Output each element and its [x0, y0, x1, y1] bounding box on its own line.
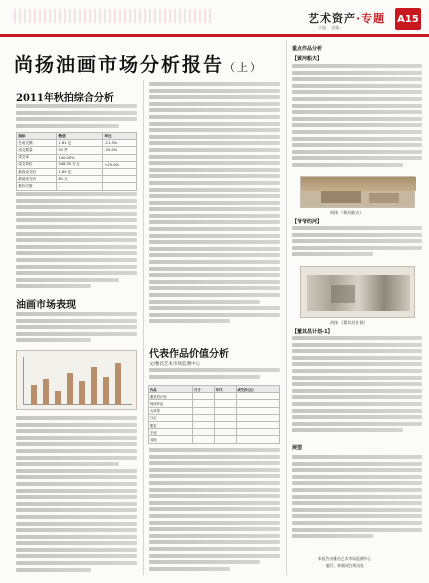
table-cell: 100.00% — [57, 154, 103, 161]
table-cell — [214, 407, 236, 414]
table-row — [149, 421, 280, 428]
table-row — [149, 436, 280, 443]
section-title — [308, 10, 385, 26]
table-header-cell: 指标 — [17, 133, 57, 140]
table-row — [17, 176, 137, 183]
table-row — [17, 140, 137, 147]
table-cell — [193, 400, 215, 407]
section-heading-oil-market: 油画市场表现 — [16, 300, 76, 311]
table-cell — [193, 414, 215, 421]
right-heading-outlook: 展望 — [292, 445, 303, 451]
footer-note: 本报告由雅昌艺术市场监测中心 — [318, 556, 372, 561]
table-cell: 手迹 — [149, 429, 193, 436]
table-cell — [103, 154, 137, 161]
page-header — [0, 0, 429, 40]
table-cell — [236, 429, 280, 436]
artwork-price-table — [148, 385, 280, 444]
article-title-text: 尚扬油画市场分析报告 — [14, 54, 225, 76]
right-subheading: 【爷爷的河】 — [292, 219, 323, 225]
table-cell: 董其昌计划 — [149, 393, 193, 400]
paragraph — [16, 312, 137, 346]
table-cell: 81 万 — [57, 176, 103, 183]
table-cell — [103, 168, 137, 175]
page-number-badge: A15 — [395, 8, 421, 30]
auction-summary-table — [16, 132, 137, 191]
column-divider — [143, 80, 144, 575]
table-cell: -20.0% — [103, 147, 137, 154]
table-cell — [236, 414, 280, 421]
table-cell — [236, 400, 280, 407]
section-heading-autumn-auction: 2011年秋拍综合分析 — [16, 93, 114, 104]
table-cell: 总成交额 — [17, 140, 57, 147]
table-row — [17, 161, 137, 168]
table-cell — [103, 176, 137, 183]
table-cell — [214, 429, 236, 436]
column-divider — [286, 40, 287, 575]
table-cell — [236, 421, 280, 428]
table-cell — [214, 414, 236, 421]
table-cell: 推价次数 — [17, 183, 57, 190]
table-cell: - — [57, 183, 103, 190]
editor-credit: 主编： 责编： — [318, 25, 344, 30]
right-subheading: 【董其昌计划-1】 — [292, 329, 333, 335]
table-cell: 52 件 — [57, 147, 103, 154]
table-cell: 其他 — [149, 436, 193, 443]
table-cell — [236, 436, 280, 443]
article-author: 文/雅昌艺术市场监测中心 — [149, 362, 201, 367]
table-cell: 1.65 亿 — [57, 168, 103, 175]
table-row — [17, 183, 137, 190]
paragraph — [292, 226, 422, 262]
painting-caption: 尚扬 《董其昌计划》 — [330, 320, 368, 325]
footer-note: 编写，转载请注明出处 — [326, 563, 364, 568]
table-cell: -11.3% — [103, 140, 137, 147]
article-title-suffix: （上） — [224, 61, 264, 74]
table-cell: 最高成交价 — [17, 168, 57, 175]
table-cell: 最低成交价 — [17, 176, 57, 183]
right-heading-key-works: 重点作品分析 — [292, 46, 323, 52]
table-row — [17, 168, 137, 175]
table-header-cell: 环比 — [103, 133, 137, 140]
table-cell — [214, 436, 236, 443]
painting-image-yellow-river-boatman — [300, 176, 415, 208]
table-cell — [193, 429, 215, 436]
table-row — [149, 393, 280, 400]
table-header-row — [149, 386, 280, 393]
paragraph — [292, 336, 422, 440]
right-subheading: 【黄河船夫】 — [292, 56, 323, 62]
table-header-cell: 数值 — [57, 133, 103, 140]
table-cell: 成交率 — [17, 154, 57, 161]
table-cell — [236, 407, 280, 414]
table-cell: 1.81 亿 — [57, 140, 103, 147]
table-header-cell: 成交价(元) — [236, 386, 280, 393]
table-cell: 成交数量 — [17, 147, 57, 154]
section-title-text: 艺术资产 — [308, 12, 356, 25]
table-cell: 348.35 万元 — [57, 161, 103, 168]
table-header-row — [17, 133, 137, 140]
article-title — [14, 50, 263, 77]
table-cell — [193, 421, 215, 428]
table-row — [149, 429, 280, 436]
table-cell: 日记 — [149, 414, 193, 421]
table-cell — [214, 421, 236, 428]
table-cell — [214, 393, 236, 400]
paragraph — [149, 82, 280, 328]
header-decoration — [14, 9, 214, 23]
header-rule — [0, 34, 429, 37]
table-header-cell: 年代 — [214, 386, 236, 393]
paragraph — [16, 192, 137, 292]
painting-image-dong-qichang-project — [300, 266, 415, 318]
table-cell: 大风景 — [149, 407, 193, 414]
paragraph — [149, 448, 280, 576]
table-row — [149, 400, 280, 407]
paragraph — [16, 416, 137, 576]
table-cell — [103, 183, 137, 190]
table-cell — [236, 393, 280, 400]
painting-caption: 尚扬 《黄河船夫》 — [330, 210, 364, 215]
section-title-suffix: ·专题 — [356, 12, 386, 25]
table-header-cell: 作品 — [149, 386, 193, 393]
paragraph — [16, 104, 137, 130]
table-cell — [193, 436, 215, 443]
paragraph — [292, 455, 422, 547]
table-row — [149, 414, 280, 421]
table-row — [149, 407, 280, 414]
table-row — [17, 147, 137, 154]
table-cell: 尚扬作品 — [149, 400, 193, 407]
table-cell — [214, 400, 236, 407]
table-cell — [193, 407, 215, 414]
table-row — [17, 154, 137, 161]
table-header-cell: 尺寸 — [193, 386, 215, 393]
table-cell: 成交均价 — [17, 161, 57, 168]
paragraph — [292, 64, 422, 174]
table-cell — [193, 393, 215, 400]
table-cell: 册页 — [149, 421, 193, 428]
market-trend-chart-image — [16, 350, 137, 410]
section-heading-value-analysis: 代表作品价值分析 — [149, 349, 229, 360]
paragraph — [149, 368, 280, 382]
table-cell: +25.0% — [103, 161, 137, 168]
